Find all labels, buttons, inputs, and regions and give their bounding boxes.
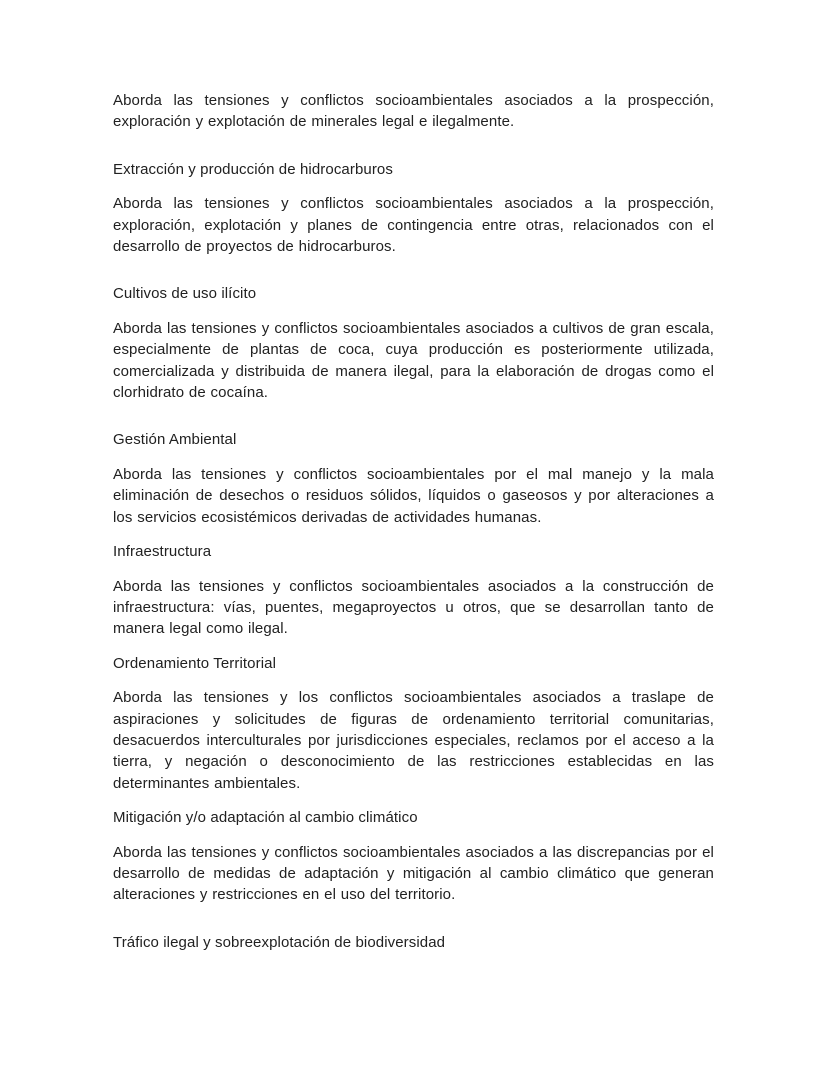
section-heading: Gestión Ambiental — [113, 431, 237, 449]
body-paragraph: Aborda las tensiones y conflictos socioambientales asociados a cultivos de gran escala, especialmente de plantas de coca, cuya producción es posteriormente utilizada, comercializada y distribuida de manera ilegal, para la elaboración de drogas como el clorhidrato de cocaína. — [113, 319, 714, 402]
body-paragraph: Aborda las tensiones y conflictos socioambientales asociados a la construcción de infraestructura: vías, puentes, megaproyectos u otros, que se desarrollan tanto de manera legal como ilegal. — [113, 577, 714, 638]
document-content — [113, 90, 714, 953]
body-paragraph: Aborda las tensiones y los conflictos socioambientales asociados a traslape de aspiraciones y solicitudes de figuras de ordenamiento territorial comunitarias, desacuerdos interculturales por jurisdicciones especiales, reclamos por el acceso a la tierra, y negación o desconocimiento de las restricciones establecidas en las determinantes ambientales. — [113, 689, 714, 792]
body-paragraph: Aborda las tensiones y conflictos socioambientales por el mal manejo y la mala eliminación de desechos o residuos sólidos, líquidos o gaseosos y por alteraciones a los servicios ecosistémicos derivadas de actividades humanas. — [113, 465, 714, 526]
section-heading: Tráfico ilegal y sobreexplotación de biodiversidad — [113, 933, 446, 951]
section-heading: Extracción y producción de hidrocarburos — [113, 160, 393, 178]
section-heading: Ordenamiento Territorial — [113, 654, 277, 672]
body-paragraph: Aborda las tensiones y conflictos socioambientales asociados a la prospección, exploración y explotación de minerales legal e ilegalmente. — [113, 92, 714, 131]
section-heading: Cultivos de uso ilícito — [113, 285, 257, 303]
body-paragraph: Aborda las tensiones y conflictos socioambientales asociados a las discrepancias por el desarrollo de medidas de adaptación y mitigación al cambio climático que generan alteraciones y restricciones en el uso del territorio. — [113, 843, 714, 904]
section-heading: Mitigación y/o adaptación al cambio climático — [113, 809, 418, 827]
section-heading: Infraestructura — [113, 543, 212, 561]
body-paragraph: Aborda las tensiones y conflictos socioambientales asociados a la prospección, exploración, explotación y planes de contingencia entre otras, relacionados con el desarrollo de proyectos de hidrocarburos. — [113, 195, 714, 256]
